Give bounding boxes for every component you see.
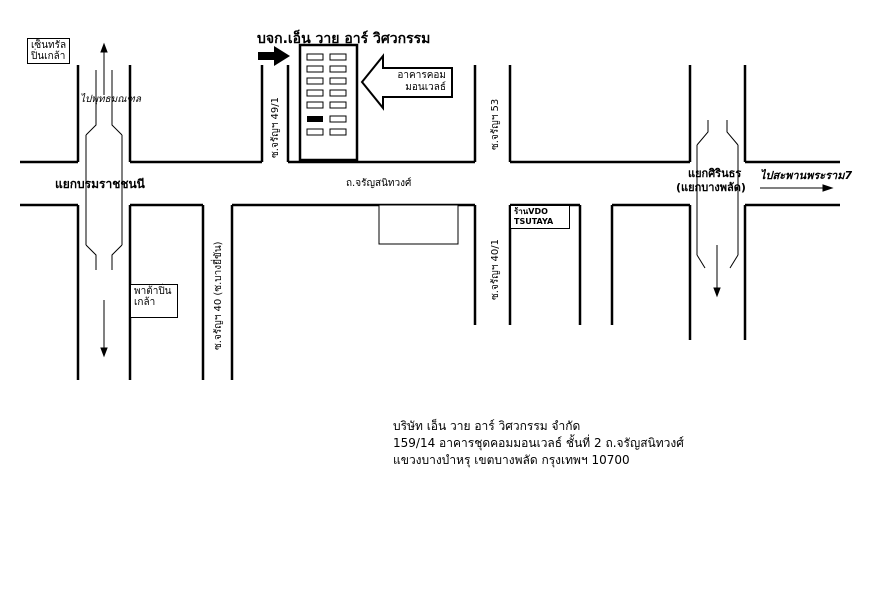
main-road-label: ถ.จรัญสนิทวงศ์ [346, 178, 412, 189]
central-plaza-label: เซ็นทรัล ปิ่นเกล้า [27, 38, 70, 64]
junction-right-label-2: (แยกบางพลัด) [676, 181, 746, 194]
vdo-tsutaya-label: ร้านVDO TSUTAYA [510, 205, 570, 229]
company-header: บจก.เอ็น วาย อาร์ วิศวกรรม [257, 31, 431, 47]
pata-pinklao-label: พาต้าปิ่น เกล้า [130, 284, 178, 318]
junction-right-label-1: แยกศิรินธร [688, 167, 742, 180]
soi-40-label: ซ.จรัญฯ 40 (ซ.บางยี่ขัน) [213, 241, 224, 350]
soi-40-1-label: ซ.จรัญฯ 40/1 [490, 239, 501, 300]
to-phutthamonthon-label: ไปพุทธมณฑล [80, 94, 141, 105]
junction-left-label: แยกบรมราชชนนี [55, 177, 145, 191]
address-line-3: แขวงบางบำหรุ เขตบางพลัด กรุงเทพฯ 10700 [393, 453, 630, 467]
address-line-2: 159/14 อาคารชุดคอมมอนเวลธ์ ชั้นที่ 2 ถ.จรัญสนิทวงศ์ [393, 436, 684, 450]
address-line-1: บริษัท เอ็น วาย อาร์ วิศวกรรม จำกัด [393, 419, 581, 433]
to-rama7-bridge-label: ไปสะพานพระราม7 [760, 169, 853, 182]
commonwealth-building [300, 45, 357, 160]
shop-footprint [379, 205, 458, 244]
building-callout-label: อาคารคอม มอนเวลธ์ [397, 70, 446, 93]
soi-53-label: ซ.จรัญฯ 53 [490, 98, 501, 150]
soi-49-1-label: ซ.จรัญฯ 49/1 [270, 97, 281, 158]
